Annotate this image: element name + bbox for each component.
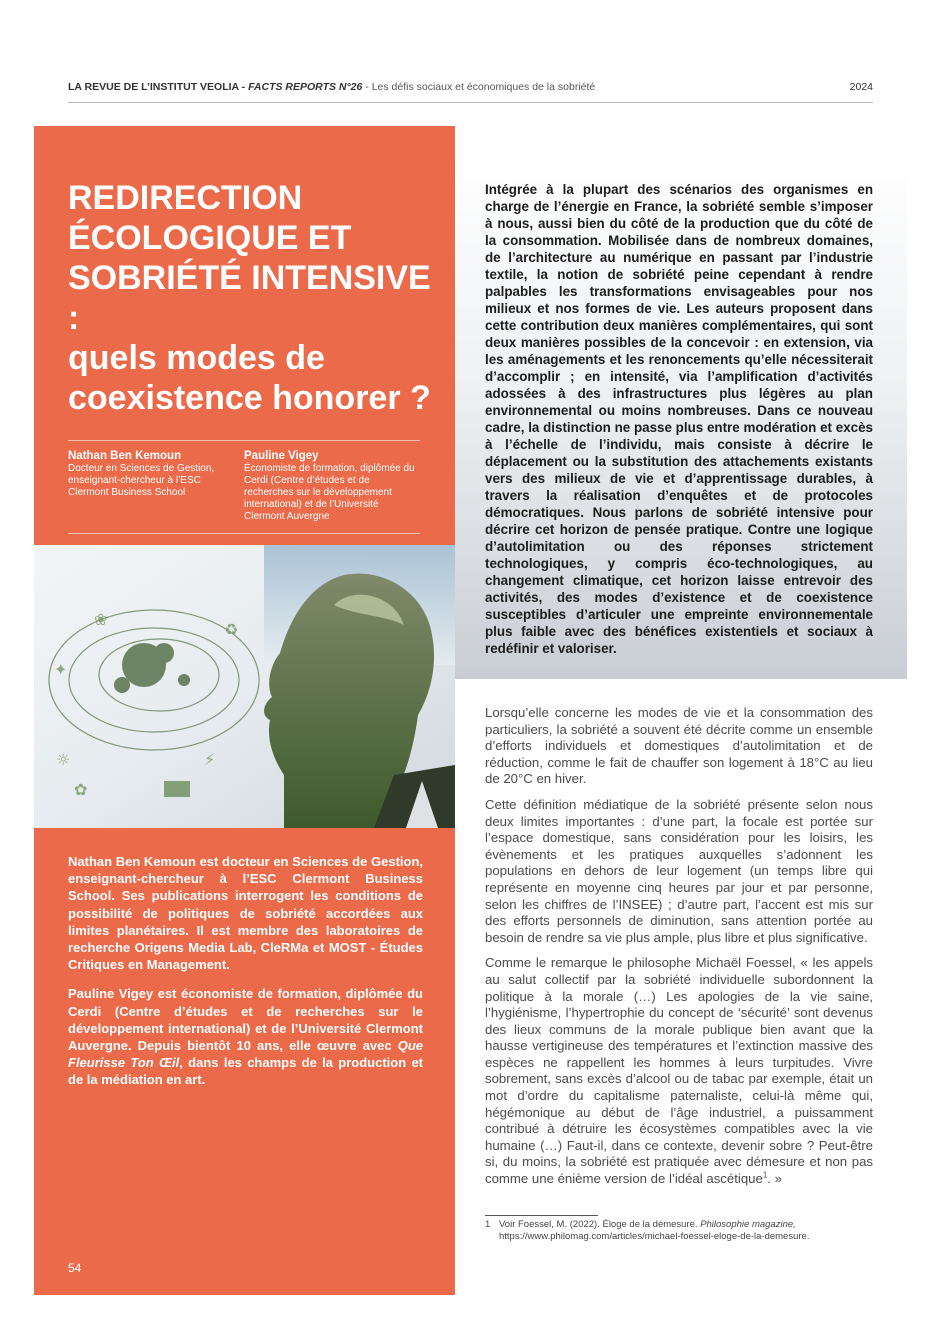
author-bios	[68, 853, 423, 1101]
header-line	[68, 80, 595, 94]
article-illustration	[34, 545, 455, 828]
footnote-source: Philosophie magazine,	[700, 1219, 796, 1230]
svg-text:✦: ✦	[54, 660, 68, 679]
author-affiliation: Économiste de formation, diplômée du Cerdi (Centre d’études et de recherches sur le développement international) et de l’Université Clermont Auvergne	[244, 463, 415, 522]
footnote-text: Voir Foessel, M. (2022). Éloge de la démesure.	[499, 1219, 701, 1230]
body-paragraph	[485, 955, 873, 1187]
svg-text:⚡: ⚡	[204, 750, 216, 769]
author-card	[68, 449, 233, 499]
body-paragraph: Lorsqu’elle concerne les modes de vie et la consommation des particuliers, la sobriété a souvent été décrite comme un ensemble d’efforts individuels et domestiques d’autolimitation et de réduction, comme le fait de chauffer son logement à 18°C au lieu de 20°C en hiver.	[485, 705, 873, 787]
quote-text: Comme le remarque le philosophe Michaël Foessel, « les appels au salut collectif par la sobriété individuelle subordonnent la politique à la morale (…) Les apologies de la vie saine, l’hygiénisme, l’hypertrophie du concept de ‘sécurité’ sont devenus des lieux communs de la morale publique bien avant que la hausse vertigineuse des températures et l’extinction massive des espèces ne rappellent les hommes à leurs turpitudes. Vivre sobrement, sans excès d’alcool ou de tabac par exemple, était un mot d’ordre du capitalisme paternaliste, celui-là même qui, hégémonique au début de l’âge industriel, a puissamment contribué à détruire les écosystèmes compatibles avec la vie humaine (…) Faut-il, dans ce contexte, devenir sobre ? Peut-être si, du moins, la sobriété est pratiquée avec démesure et non pas comme une énième version de l’idéal ascétique	[485, 955, 873, 1187]
bio-paragraph	[68, 985, 423, 1088]
bio-text: est économiste de formation, diplômée du Cerdi (Centre d’études et de recherches sur le développement international) et de l’Université Clermont Auvergne. Depuis bientôt 10 ans, elle œuvre avec	[68, 986, 424, 1054]
author-name: Pauline Vigey	[244, 450, 319, 462]
bio-paragraph	[68, 853, 423, 973]
bio-project-name: Que Fleurisse Ton Œil	[68, 1038, 423, 1071]
svg-text:❀: ❀	[94, 610, 108, 629]
body-paragraph: Cette définition médiatique de la sobriété présente selon nous deux limites importantes : d’une part, la focale est portée sur l’espace domestique, sans considération pour les loisirs, les évènements et les pratiques auxquelles s’adonnent les populations en dehors de leur logement (un temps libre qui représente en moyenne cinq heures par jour et par personne, selon les chiffres de l’INSEE) ; d’autre part, l’accent est mis sur des efforts personnels de diminution, sans attention portée au besoin de rendre sa vie plus ample, plus libre et plus significative.	[485, 796, 873, 945]
footnote-ref[interactable]: 1	[762, 1170, 768, 1180]
bio-author-name: Pauline Vigey	[68, 986, 154, 1002]
svg-text:✿: ✿	[74, 780, 88, 799]
svg-text:☼: ☼	[56, 750, 71, 769]
author-affiliation: Docteur en Sciences de Gestion, enseignant-chercheur à l’ESC Clermont Business School	[68, 463, 215, 498]
ecology-illustration-image	[34, 545, 455, 828]
issue-name: FACTS REPORTS N°26	[248, 81, 363, 93]
article-title	[68, 178, 438, 418]
journal-name: LA REVUE DE L’INSTITUT VEOLIA -	[68, 81, 246, 93]
authors-block	[68, 440, 420, 534]
article-body	[485, 705, 873, 1197]
bio-text: , dans les champs de la production et de la médiation en art.	[68, 1055, 424, 1088]
quote-end: . »	[767, 1171, 782, 1187]
author-card	[244, 449, 420, 523]
bio-author-name: Nathan Ben Kemoun	[68, 854, 196, 869]
footnote-divider	[485, 1215, 598, 1216]
svg-text:♻: ♻	[224, 620, 239, 639]
title-lower: quels modes de coexistence honorer ?	[68, 339, 431, 417]
page-header	[68, 80, 873, 103]
footnote-link[interactable]: https://www.philomag.com/articles/michael-foessel-eloge-de-la-demesure.	[499, 1231, 810, 1242]
article-abstract: Intégrée à la plupart des scénarios des organismes en charge de l’énergie en France, la sobriété semble s’imposer à nous, aussi bien du côté de la production que du côté de la consommation. Mobilisée dans de nombreux domaines, de l’architecture au numérique en passant par l’industrie textile, la notion de sobriété peine cependant à rendre palpables les transformations envisageables pour nos milieux et nos formes de vie. Les auteurs proposent dans cette contribution deux manières complémentaires, qui sont deux manières possibles de la concevoir : en extension, via les aménagements et les renoncements qu’elle nécessiterait d’accomplir ; en intensité, via l’amplification d’activités adossées à des infrastructures plus légères au plan environnemental ou moins nombreuses. Dans ce nouveau cadre, la distinction ne passe plus entre modération et excès à l’échelle de l’individu, mais consiste à décrire le déplacement ou la substitution des attachements existants vers des milieux de vie et d’apprentissage durables, à travers la réalisation d’enquêtes et de protocoles démocratiques. Nous parlons de sobriété intensive pour décrire cet horizon de pensée pratique. Contre une logique d’autolimitation ou des réponses strictement technologiques, y compris éco-technologiques, au changement climatique, cet horizon laisse entrevoir des activités, des modes d’existence et de coexistence susceptibles d’articuler une empreinte environnementale plus faible avec des bénéfices existentiels et sociaux à redéfinir et valoriser.	[485, 182, 873, 656]
footnote-number: 1	[485, 1219, 491, 1230]
author-name: Nathan Ben Kemoun	[68, 450, 182, 462]
issue-subtitle: - Les défis sociaux et économiques de la sobriété	[365, 81, 596, 93]
header-year: 2024	[849, 81, 873, 93]
title-upper: REDIRECTION ÉCOLOGIQUE ET SOBRIÉTÉ INTENSIVE :	[68, 179, 431, 337]
footnote	[485, 1219, 873, 1243]
bio-text: est docteur en Sciences de Gestion, enseignant-chercheur à l’ESC Clermont Business School. Ses publications interrogent les conditions de possibilité de politiques de sobriété accordées aux limites planétaires. Il est membre des laboratoires de recherche Origens Media Lab, CleRMa et MOST - Études Critiques en Management.	[68, 854, 423, 973]
page-number: 54	[68, 1261, 82, 1275]
